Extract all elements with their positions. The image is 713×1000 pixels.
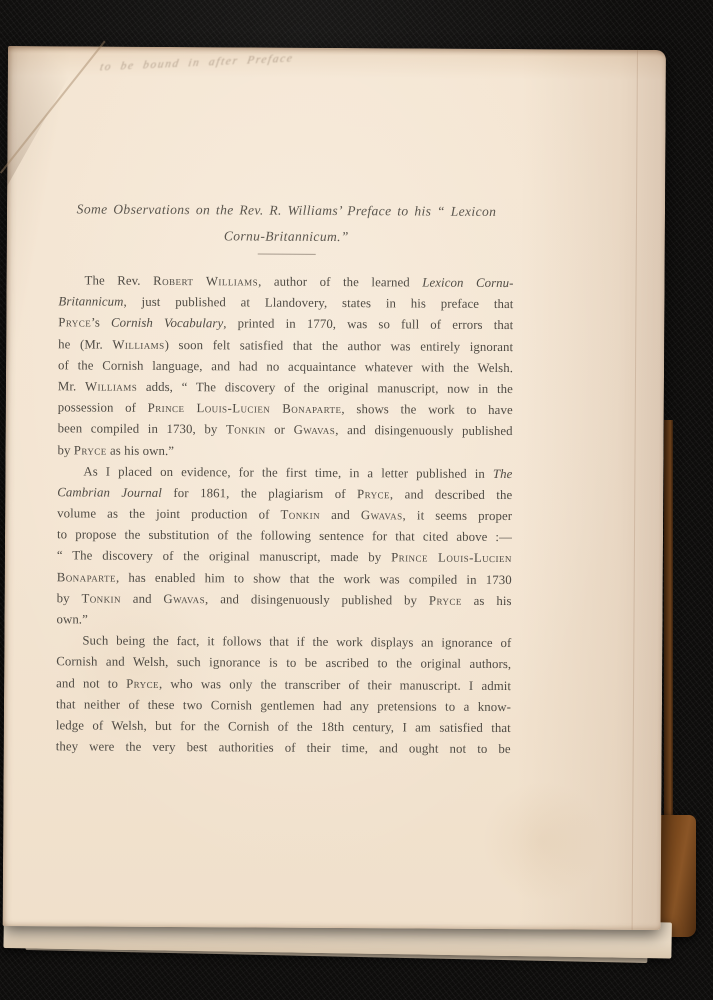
text-segment: and (320, 507, 361, 523)
text-segment: Cornish and Welsh, such ignorance is to be ascribed to the original authors, (56, 654, 512, 672)
text-segment: that neither of these two Cornish gentlemen had any pretensions to a know- (55, 697, 512, 714)
text-segment: they were the very best authorities of their time, and ought not to be (55, 739, 511, 757)
page-title (59, 196, 514, 251)
text-segment: possession of (57, 400, 148, 415)
text-segment: “ The discovery of the original manuscript, made by (56, 548, 392, 565)
small-caps-text: Pryce (428, 593, 462, 608)
text-segment: The Rev. (84, 273, 154, 288)
text-segment: adds, “ The discovery of the original manuscript, now in the (137, 379, 513, 397)
text-segment: ) soon felt satisfied that the author was entirely ignorant (164, 337, 514, 354)
text-segment: by (57, 442, 74, 457)
text-line (57, 546, 512, 570)
handwritten-note: to be bound in after Preface (99, 52, 295, 74)
text-segment: , and described the (389, 487, 513, 502)
text-segment: , who was only the transcriber of their manuscript. I admit (158, 676, 512, 693)
text-segment: been compiled in 1730, by (57, 421, 227, 437)
text-segment: , printed in 1770, was so full of errors that (223, 316, 514, 333)
text-segment: , author of the learned (258, 274, 423, 290)
small-caps-text: Pryce (357, 487, 390, 502)
text-line (58, 313, 513, 337)
text-segment: as his (461, 593, 512, 608)
small-caps-text: Gwavas (293, 423, 336, 438)
text-segment: by (56, 591, 82, 606)
fore-edge-line (632, 50, 638, 930)
text-line (58, 397, 513, 421)
book-page (3, 46, 666, 930)
small-caps-text: Gwavas (163, 591, 206, 607)
page-title-line-2: Cornu-Britannicum.” (223, 228, 349, 245)
text-segment: and not to (56, 675, 127, 691)
italic-text: Cornish Vocabulary (110, 316, 224, 331)
italic-text: Britannicum (58, 294, 124, 309)
text-line (56, 609, 511, 633)
italic-text: Cambrian Journal (57, 485, 163, 500)
text-line (57, 567, 512, 591)
text-line (56, 694, 511, 718)
text-segment: as his own.” (106, 443, 175, 458)
text-line (57, 588, 512, 612)
text-line (58, 376, 513, 400)
text-segment: and (120, 591, 164, 606)
text-line (56, 630, 511, 654)
text-segment: , just published at Llandovery, states in his preface that (123, 294, 514, 312)
italic-text: The (492, 466, 513, 481)
small-caps-text: Tonkin (81, 591, 122, 606)
small-caps-text: Pryce (73, 442, 107, 458)
small-caps-text: Bonaparte (56, 569, 117, 585)
small-caps-text: Robert Williams (153, 273, 259, 289)
text-segment: or (265, 422, 294, 438)
text-line (58, 419, 513, 443)
text-segment: , shows the work to have (341, 402, 513, 418)
text-line (58, 292, 513, 316)
text-segment: he (Mr. (58, 336, 113, 352)
small-caps-text: Prince Louis-Lucien (391, 550, 512, 566)
italic-text: Lexicon Cornu- (422, 275, 514, 291)
text-segment: Mr. (57, 379, 86, 394)
text-line (56, 673, 511, 697)
text-line (56, 715, 511, 739)
body-text (56, 270, 514, 760)
text-line (59, 270, 514, 294)
text-line (56, 736, 511, 760)
text-segment: , has enabled him to show that the work was compiled in 1730 (115, 570, 512, 587)
text-segment: for 1861, the plagiarism of (161, 485, 358, 502)
text-line (57, 461, 512, 485)
page-corner-fold (7, 46, 86, 186)
small-caps-text: Williams (112, 337, 165, 352)
text-segment: ’s (91, 315, 112, 331)
small-caps-text: Gwavas (360, 508, 403, 523)
text-line (57, 482, 512, 506)
title-divider-rule (258, 254, 316, 255)
text-segment: of the Cornish language, and had no acquaintance whatever with the Welsh. (58, 358, 514, 375)
text-line (57, 503, 512, 527)
small-caps-text: Pryce (126, 676, 160, 691)
text-segment: to propose the substitution of the following sentence for that cited above :— (56, 527, 513, 545)
text-segment: , and disingenuously published by (205, 592, 429, 608)
text-line (58, 334, 513, 358)
text-line (57, 440, 512, 464)
text-segment: Such being the fact, it follows that if the work displays an ignorance of (82, 633, 512, 651)
text-line (58, 355, 513, 379)
text-segment: As I placed on evidence, for the first time, in a letter published in (83, 464, 493, 481)
text-line (57, 525, 512, 549)
text-segment: , it seems proper (402, 508, 513, 524)
small-caps-text: Pryce (58, 315, 92, 330)
text-line (56, 652, 511, 676)
text-segment: , and disingenuously published (335, 423, 513, 439)
small-caps-text: Tonkin (226, 422, 266, 437)
text-segment: ledge of Welsh, but for the Cornish of the 18th century, I am satisfied that (55, 718, 511, 736)
page-title-line-1: Some Observations on the Rev. R. Williams’ Preface to his “ Lexicon (76, 201, 497, 219)
text-segment: own.” (56, 612, 88, 627)
small-caps-text: Williams (84, 379, 138, 394)
small-caps-text: Prince Louis-Lucien Bonaparte (147, 400, 342, 417)
text-segment: volume as the joint production of (57, 506, 281, 522)
small-caps-text: Tonkin (280, 507, 321, 522)
book-leather-edge (664, 420, 673, 822)
